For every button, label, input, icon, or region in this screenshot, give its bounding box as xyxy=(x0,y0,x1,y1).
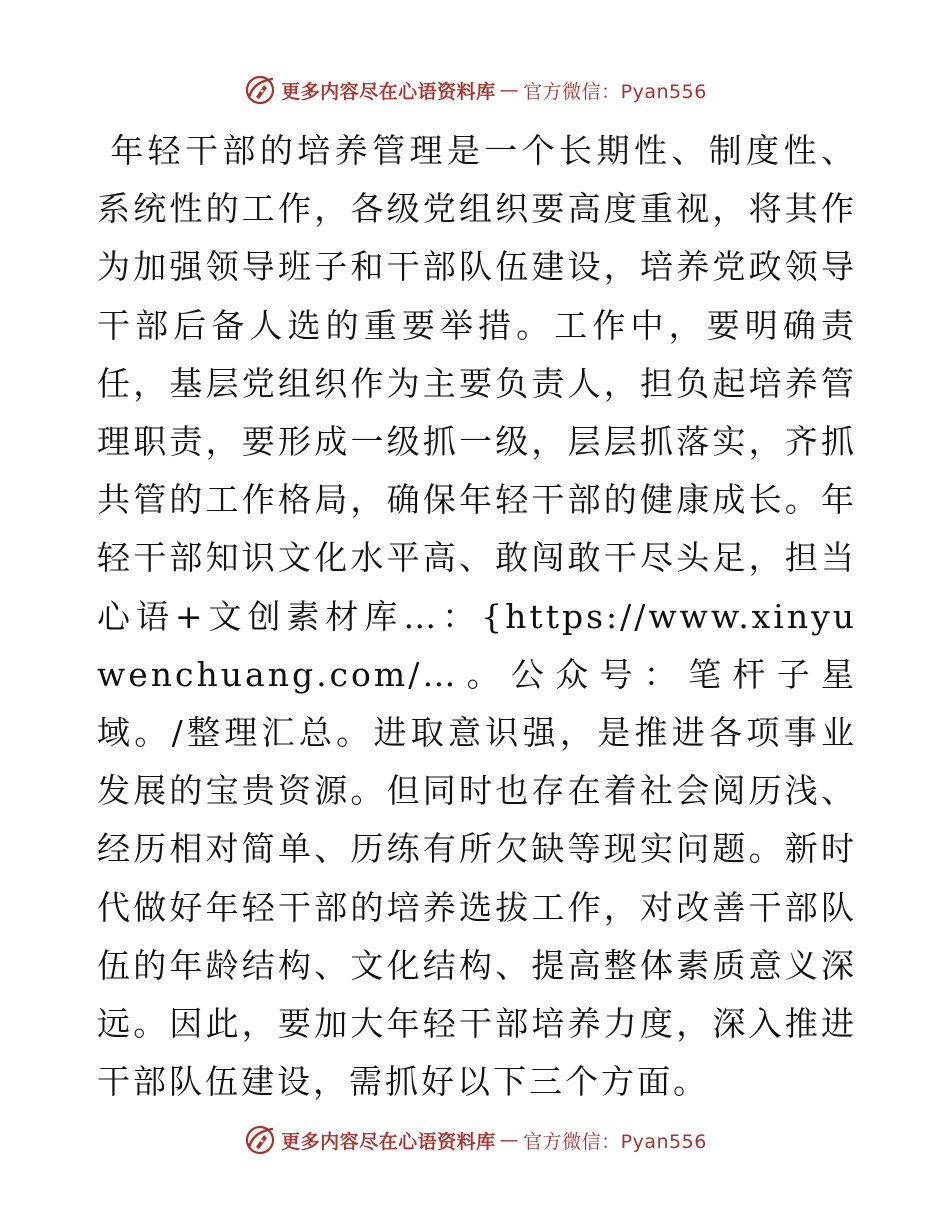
footer-contact-text: 官方微信：Pyan556 xyxy=(523,1130,707,1153)
footer-brand-text: 更多内容尽在心语资料库 xyxy=(281,1130,496,1153)
pen-nib-logo-icon xyxy=(243,73,277,107)
header-brand-text: 更多内容尽在心语资料库 xyxy=(281,80,496,103)
document-body xyxy=(97,122,857,1111)
pen-nib-logo-icon xyxy=(243,1123,277,1157)
footer-separator: — xyxy=(499,1129,520,1151)
body-paragraph: 年轻干部的培养管理是一个长期性、制度性、系统性的工作，各级党组织要高度重视，将其作为加强领导班子和干部队伍建设，培养党政领导干部后备人选的重要举措。工作中，要明确责任，基层党组织作为主要负责人，担负起培养管理职责，要形成一级抓一级，层层抓落实，齐抓共管的工作格局，确保年轻干部的健康成长。年轻干部知识文化水平高、敢闯敢干尽头足，担当心语+文创素材库…：{https://www.xinyuwenchuang.com/…。公众号：笔杆子星域。/整理汇总。进取意识强，是推进各项事业发展的宝贵资源。但同时也存在着社会阅历浅、经历相对简单、历练有所欠缺等现实问题。新时代做好年轻干部的培养选拔工作，对改善干部队伍的年龄结构、文化结构、提高整体素质意义深远。因此，要加大年轻干部培养力度，深入推进干部队伍建设，需抓好以下三个方面。 xyxy=(97,131,857,1102)
header-separator: — xyxy=(499,79,520,101)
footer-banner xyxy=(0,1120,950,1160)
header-contact-text: 官方微信：Pyan556 xyxy=(523,80,707,103)
header-banner xyxy=(0,70,950,110)
